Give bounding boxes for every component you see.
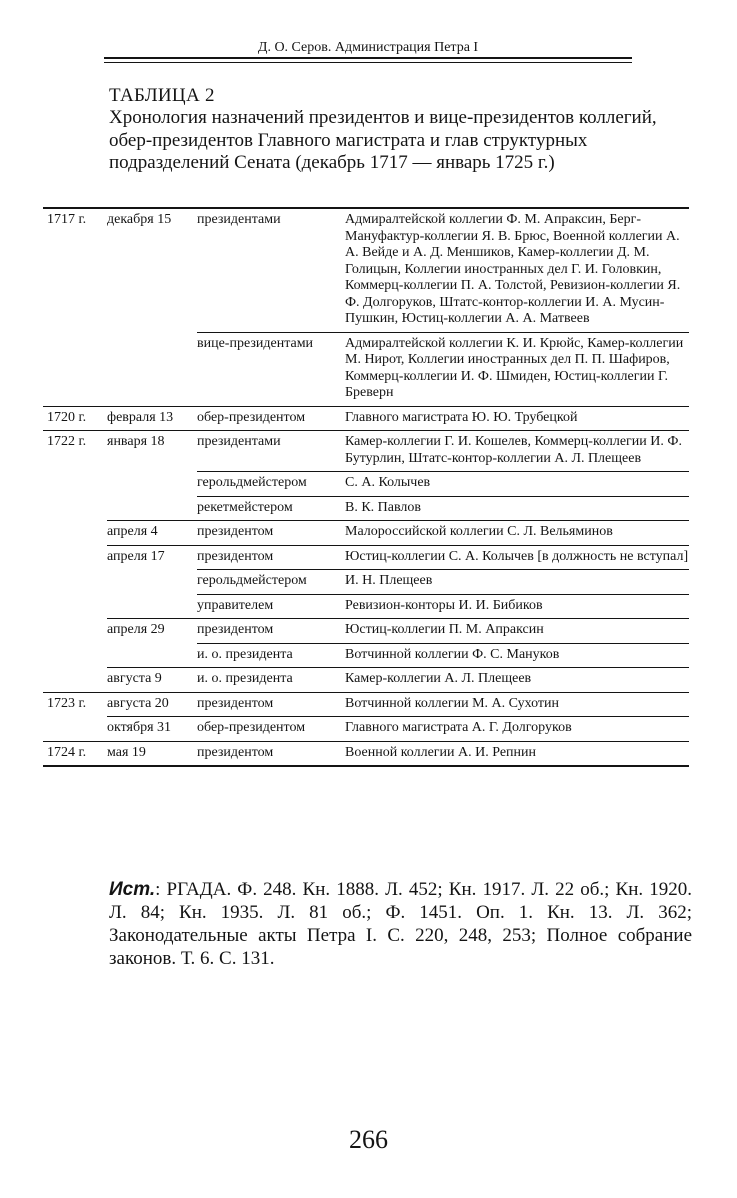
table-row — [43, 619, 689, 644]
table-row — [43, 496, 689, 521]
table-row — [43, 570, 689, 595]
cell-year: 1717 г. — [47, 212, 87, 227]
cell-position: президентом — [197, 692, 343, 717]
cell-date: апреля 4 — [107, 521, 197, 546]
cell-year: 1722 г. — [43, 431, 107, 472]
cell-position: президентом — [197, 545, 343, 570]
cell-date — [107, 332, 197, 406]
page-number: 266 — [349, 1125, 388, 1154]
sources-text: : РГАДА. Ф. 248. Кн. 1888. Л. 452; Кн. 1917. Л. 22 об.; Кн. 1920. Л. 84; Кн. 1935. Л. 81 об.; Ф. 1451. Оп. 1. Кн. 13. Л. 362; Законодательные акты Петра I. С. 220, 248, 253; Полное собрание законов. Т. 6. С. 131. — [109, 879, 692, 969]
cell-date: августа 9 — [107, 668, 197, 693]
table-title: Хронология назначений президентов и вице-президентов коллегий, обер-президентов Главного магистрата и глав структурных подразделений Сената (декабрь 1717 — январь 1725 г.) — [109, 107, 657, 173]
sources-note — [109, 878, 692, 970]
cell-description: Военной коллегии А. И. Репнин — [343, 741, 689, 766]
cell-date: мая 19 — [107, 741, 197, 766]
cell-position: и. о. президента — [197, 643, 343, 668]
table-row — [43, 431, 689, 472]
table-row — [43, 594, 689, 619]
cell-description: Адмиралтейской коллегии Ф. М. Апраксин, Берг-Мануфактур-коллегии Я. В. Брюс, Военной коллегии А. А. Вейде и А. Д. Меншиков, Камер-коллегии Д. М. Голицын, Коллегии иностранных дел Г. И. Головкин, Коммерц-коллегии П. А. Толстой, Ревизион-коллегии Я. Ф. Долгоруков, Штатс-контор-коллегии И. А. Мусин-Пушкин, Юстиц-коллегии А. А. Матвеев — [345, 212, 681, 326]
cell-position: президентами — [197, 431, 343, 472]
table-row — [43, 545, 689, 570]
table-row — [43, 741, 689, 766]
cell-date — [107, 496, 197, 521]
cell-position: герольдмейстером — [197, 472, 343, 497]
running-head: Д. О. Серов. Администрация Петра I — [257, 40, 479, 55]
cell-date: февраля 13 — [107, 406, 197, 431]
table-row — [43, 208, 689, 332]
cell-year — [43, 570, 107, 595]
cell-description: Малороссийской коллегии С. Л. Вельяминов — [343, 521, 689, 546]
cell-position: обер-президентом — [197, 406, 343, 431]
cell-year — [43, 521, 107, 546]
cell-position: президентом — [197, 521, 343, 546]
cell-date — [107, 472, 197, 497]
cell-description: Камер-коллегии А. Л. Плещеев — [343, 668, 689, 693]
table-row — [43, 643, 689, 668]
cell-description: Ревизион-конторы И. И. Бибиков — [343, 594, 689, 619]
header-rule-thin — [104, 62, 632, 63]
cell-year — [43, 472, 107, 497]
cell-description: Главного магистрата А. Г. Долгоруков — [343, 717, 689, 742]
cell-year — [43, 332, 107, 406]
cell-date — [107, 594, 197, 619]
cell-date: декабря 15 — [107, 212, 172, 227]
cell-position: президентом — [197, 619, 343, 644]
cell-position: обер-президентом — [197, 717, 343, 742]
table-row — [43, 717, 689, 742]
cell-position: управителем — [197, 594, 343, 619]
cell-position: президентами — [197, 212, 281, 227]
cell-position: президентом — [197, 741, 343, 766]
cell-date: января 18 — [107, 431, 197, 472]
cell-description: В. К. Павлов — [343, 496, 689, 521]
cell-year — [43, 668, 107, 693]
cell-description: Юстиц-коллегии П. М. Апраксин — [343, 619, 689, 644]
sources-label: Ист. — [109, 879, 156, 900]
cell-date: октября 31 — [107, 717, 197, 742]
cell-position: и. о. президента — [197, 668, 343, 693]
table-row — [43, 692, 689, 717]
cell-date: августа 20 — [107, 692, 197, 717]
table-row — [43, 472, 689, 497]
cell-description: С. А. Колычев — [343, 472, 689, 497]
appointments-table — [43, 207, 689, 767]
cell-date: апреля 17 — [107, 545, 197, 570]
cell-position: вице-президентами — [197, 332, 343, 406]
cell-year: 1720 г. — [43, 406, 107, 431]
header-rule-thick — [104, 57, 632, 59]
cell-year — [43, 496, 107, 521]
cell-position: рекетмейстером — [197, 496, 343, 521]
cell-description: Главного магистрата Ю. Ю. Трубецкой — [343, 406, 689, 431]
cell-date: апреля 29 — [107, 619, 197, 644]
cell-year: 1724 г. — [43, 741, 107, 766]
cell-description: Камер-коллегии Г. И. Кошелев, Коммерц-коллегии И. Ф. Бутурлин, Штатс-контор-коллегии А. Л. Плещеев — [343, 431, 689, 472]
table-row — [43, 668, 689, 693]
cell-description: Вотчинной коллегии М. А. Сухотин — [343, 692, 689, 717]
cell-position: герольдмейстером — [197, 570, 343, 595]
cell-description: Вотчинной коллегии Ф. С. Мануков — [343, 643, 689, 668]
cell-year: 1723 г. — [43, 692, 107, 717]
cell-year — [43, 594, 107, 619]
table-row — [43, 332, 689, 406]
cell-description: Адмиралтейской коллегии К. И. Крюйс, Камер-коллегии М. Нирот, Коллегии иностранных дел П. П. Шафиров, Коммерц-коллегии И. Ф. Шмиден, Юстиц-коллегии Г. Бреверн — [343, 332, 689, 406]
cell-description: Юстиц-коллегии С. А. Колычев [в должность не вступал] — [343, 545, 689, 570]
cell-year — [43, 545, 107, 570]
cell-year — [43, 717, 107, 742]
cell-description: И. Н. Плещеев — [343, 570, 689, 595]
table-label: ТАБЛИЦА 2 — [109, 85, 215, 106]
table-row — [43, 406, 689, 431]
cell-date — [107, 570, 197, 595]
cell-year — [43, 643, 107, 668]
cell-year — [43, 619, 107, 644]
table-row — [43, 521, 689, 546]
cell-date — [107, 643, 197, 668]
